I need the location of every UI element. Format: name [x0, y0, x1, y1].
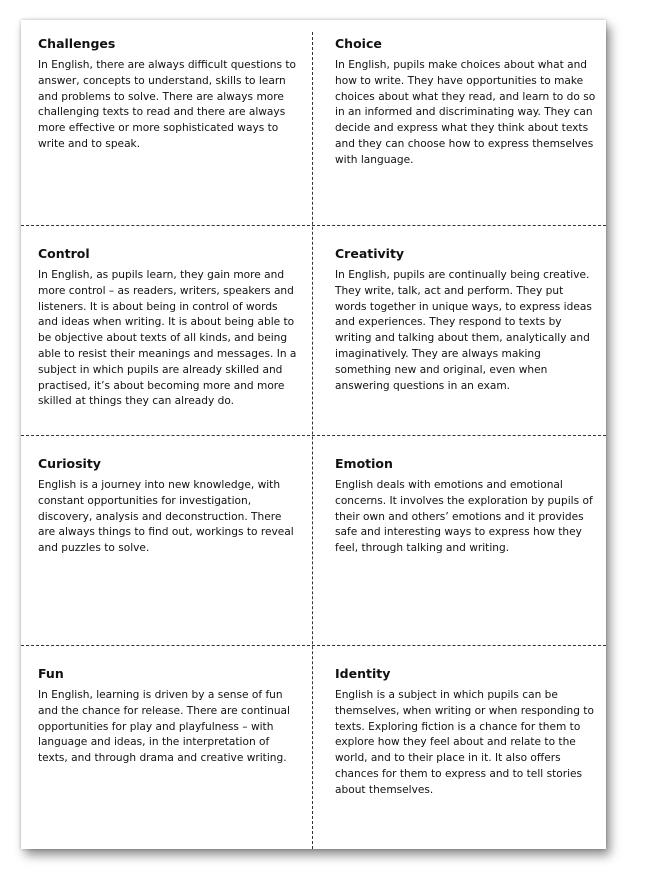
card-title: Control [38, 246, 90, 261]
card-title: Challenges [38, 36, 116, 51]
card-text: In English, pupils are continually being creative. They write, talk, act and perform. They put words together in unique ways, to express ideas and experiences. They respond to texts by writing and talking about them, analytically and imaginatively. They are always making something new and original, even when answering questions in an exam. [335, 269, 592, 392]
card-text: In English, pupils make choices about what and how to write. They have opportunities to make choices about what they read, and learn to do so in an informed and discriminating way. They can decide and express what they think about texts and they can choose how to express themselves with language. [335, 59, 596, 166]
card-text: English is a journey into new knowledge, with constant opportunities for investigation, discovery, analysis and deconstruction. There are always things to find out, workings to reveal and puzzles to solve. [38, 479, 294, 555]
card-title: Curiosity [38, 456, 101, 471]
vertical-cut-line [312, 32, 313, 849]
card-text: English is a subject in which pupils can be themselves, when writing or when responding to texts. Exploring fiction is a chance for them to explore how they feel about and relate to the world, and to their place in it. It also offers chances for them to express and to tell stories about themselves. [335, 689, 594, 796]
card-title: Identity [335, 666, 391, 681]
card-text: In English, there are always difficult questions to answer, concepts to understand, skills to learn and problems to solve. There are always more challenging texts to read and there are always more effective or more sophisticated ways to write and to speak. [38, 59, 297, 150]
horizontal-cut-line [21, 225, 606, 226]
card-title: Choice [335, 36, 382, 51]
card-text: English deals with emotions and emotional concerns. It involves the exploration by pupils of their own and others’ emotions and it provides safe and interesting ways to express how they feel, through talking and writing. [335, 479, 593, 555]
card-choice [335, 36, 597, 169]
card-text: In English, learning is driven by a sense of fun and the chance for release. There are continual opportunities for play and playfulness – with language and ideas, in the interpretation of texts, and through drama and creative writing. [38, 689, 290, 765]
card-title: Creativity [335, 246, 405, 261]
card-text: In English, as pupils learn, they gain more and more control – as readers, writers, speakers and listeners. It is about being in control of words and ideas when writing. It is about being able to be objective about texts of all kinds, and being able to resist their meanings and messages. In a subject in which pupils are already skilled and practised, it’s about becoming more and more skilled at things they can already do. [38, 269, 297, 408]
card-challenges [38, 36, 300, 153]
card-control [38, 246, 300, 410]
horizontal-cut-line [21, 435, 606, 436]
horizontal-cut-line [21, 645, 606, 646]
card-creativity [335, 246, 597, 394]
card-sheet [21, 20, 606, 849]
card-title: Emotion [335, 456, 393, 471]
card-identity [335, 666, 597, 799]
card-curiosity [38, 456, 300, 557]
card-emotion [335, 456, 597, 557]
card-fun [38, 666, 300, 767]
card-title: Fun [38, 666, 64, 681]
